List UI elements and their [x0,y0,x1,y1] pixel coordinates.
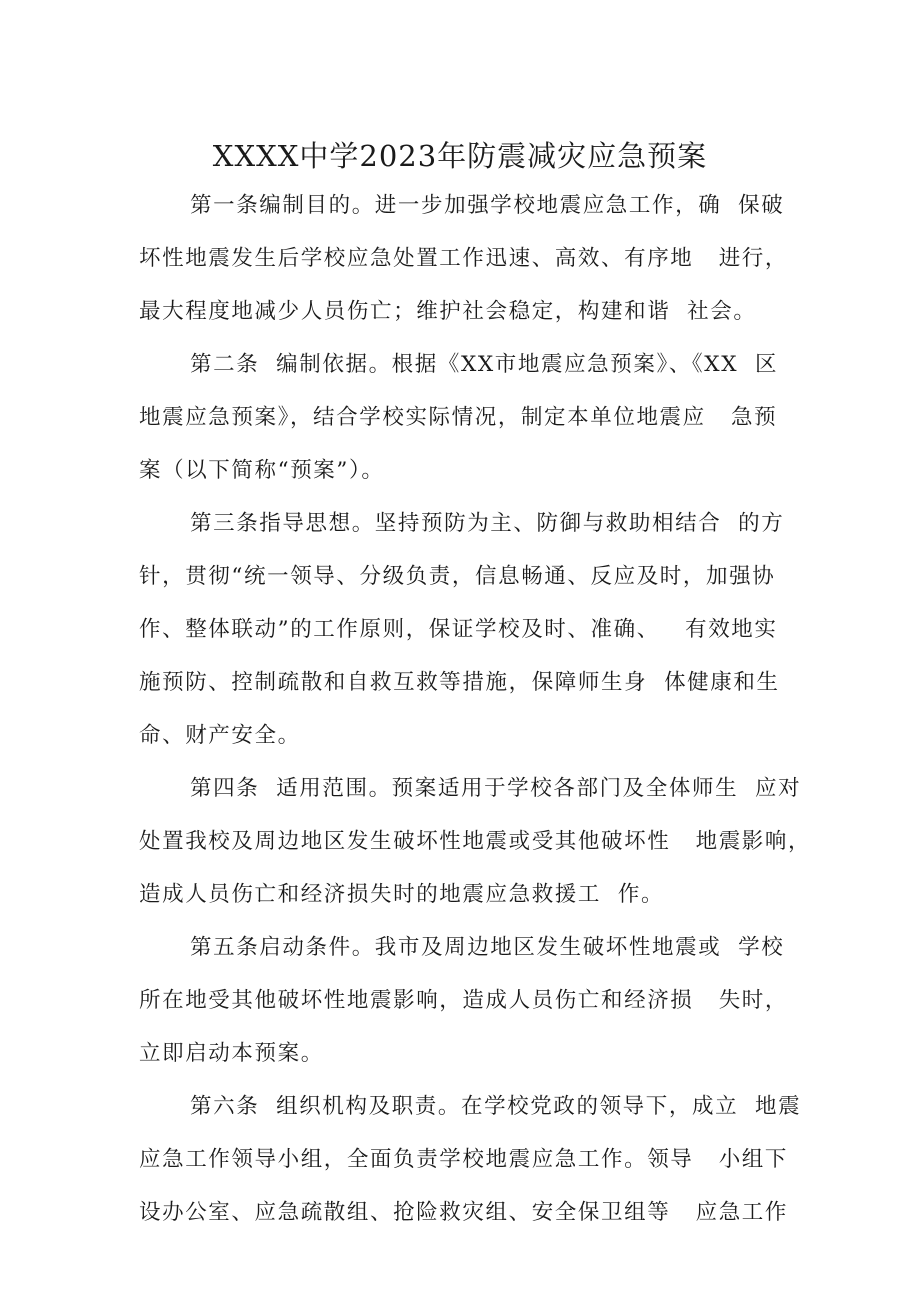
paragraph-line: 应急工作领导小组，全面负责学校地震应急工作。领导 小组下 [139,1147,789,1172]
paragraph-line: 第二条 编制依据。根据《XX市地震应急预案》、《XX 区 [190,352,779,377]
document-title: XXXX中学2023年防震减灾应急预案 [212,139,708,173]
paragraph-line: 施预防、控制疏散和自救互救等措施，保障师生身 体健康和生 [139,670,780,695]
paragraph-line: 作、整体联动”的工作原则，保证学校及时、准确、 有效地实 [139,617,778,642]
paragraph-line: 针，贯彻“统一领导、分级负责，信息畅通、反应及时，加强协 [139,564,776,589]
paragraph-line: 所在地受其他破坏性地震影响，造成人员伤亡和经济损 失时， [139,988,789,1013]
paragraph-line: 造成人员伤亡和经济损失时的地震应急救援工 作。 [139,882,665,907]
paragraph-line: 第六条 组织机构及职责。在学校党政的领导下，成立 地震 [190,1094,802,1119]
paragraph-line: 第一条编制目的。进一步加强学校地震应急工作，确 保破 [190,193,785,218]
paragraph-line: 第三条指导思想。坚持预防为主、防御与救助相结合 的方 [190,511,785,536]
paragraph-line: 案（以下简称“预案”）。 [139,458,385,483]
paragraph-line: 第四条 适用范围。预案适用于学校各部门及全体师生 应对 [190,776,802,801]
paragraph-line: 地震应急预案》，结合学校实际情况，制定本单位地震应 急预 [139,405,778,430]
paragraph-line: 处置我校及周边地区发生破坏性地震或受其他破坏性 地震影响， [139,829,812,854]
paragraph-line: 命、财产安全。 [139,723,301,748]
paragraph-line: 坏性地震发生后学校应急处置工作迅速、高效、有序地 进行， [139,246,789,271]
paragraph-line: 设办公室、应急疏散组、抢险救灾组、安全保卫组等 应急工作 [139,1200,789,1225]
paragraph-line: 立即启动本预案。 [139,1041,324,1066]
paragraph-line: 最大程度地减少人员伤亡；维护社会稳定，构建和谐 社会。 [139,299,757,324]
paragraph-line: 第五条启动条件。我市及周边地区发生破坏性地震或 学校 [190,935,785,960]
